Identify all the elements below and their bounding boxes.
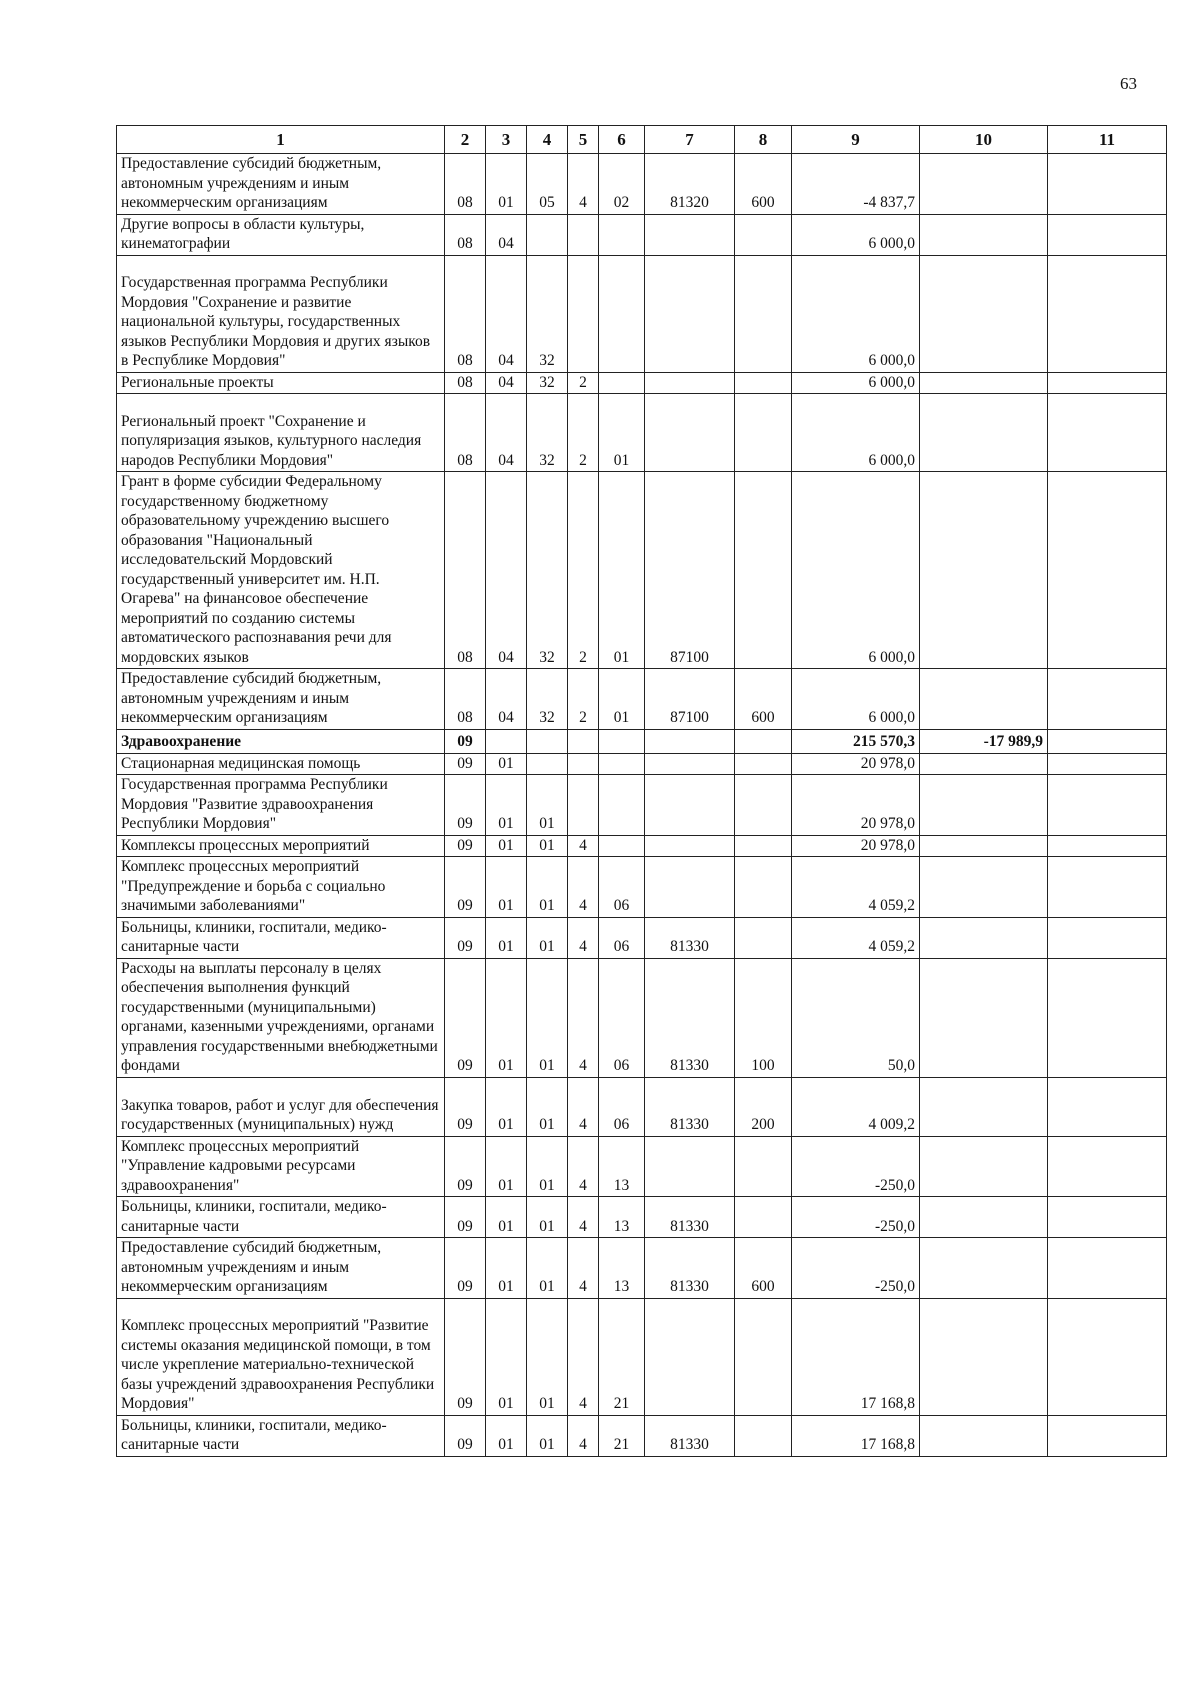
subprogram-code: 2 — [568, 472, 599, 669]
measure-code: 21 — [599, 1298, 645, 1415]
table-row — [117, 154, 1167, 215]
row-name: Грант в форме субсидии Федеральному государственному бюджетному образовательному учреждению высшего образования "Национальный исследовательский Мордовский государственный университет им. Н.П. Огарева" на финансовое обеспечение мероприятий по созданию системы автоматического распознавания речи для мордовских языков — [117, 472, 445, 669]
measure-code — [599, 729, 645, 753]
program-code — [527, 214, 568, 255]
amount-col10 — [920, 255, 1048, 372]
program-code: 01 — [527, 775, 568, 836]
direction-code — [645, 857, 735, 918]
measure-code: 13 — [599, 1136, 645, 1197]
budget-table — [116, 125, 1167, 1457]
amount-col10 — [920, 372, 1048, 394]
table-row — [117, 857, 1167, 918]
amount-col11 — [1048, 753, 1167, 775]
amount-col10 — [920, 917, 1048, 958]
expense-type-code — [735, 857, 792, 918]
section-code: 08 — [445, 472, 486, 669]
amount-col11 — [1048, 775, 1167, 836]
amount-col11 — [1048, 154, 1167, 215]
direction-code — [645, 1298, 735, 1415]
amount-col10 — [920, 857, 1048, 918]
subprogram-code: 4 — [568, 857, 599, 918]
amount-col11 — [1048, 1298, 1167, 1415]
subprogram-code — [568, 729, 599, 753]
expense-type-code — [735, 753, 792, 775]
measure-code: 02 — [599, 154, 645, 215]
direction-code: 81330 — [645, 1238, 735, 1299]
subsection-code: 04 — [486, 255, 527, 372]
amount-col10 — [920, 1415, 1048, 1456]
table-row — [117, 669, 1167, 730]
section-code: 09 — [445, 753, 486, 775]
program-code: 01 — [527, 835, 568, 857]
amount-col11 — [1048, 835, 1167, 857]
program-code: 01 — [527, 1415, 568, 1456]
amount-col10 — [920, 669, 1048, 730]
amount-col10 — [920, 1238, 1048, 1299]
header-cell: 7 — [645, 126, 735, 154]
section-code: 09 — [445, 857, 486, 918]
section-code: 09 — [445, 1077, 486, 1136]
row-name: Расходы на выплаты персоналу в целях обеспечения выполнения функций государственными (муниципальными) органами, казенными учреждениями, органами управления государственными внебюджетными фондами — [117, 958, 445, 1077]
expense-type-code: 100 — [735, 958, 792, 1077]
subprogram-code: 4 — [568, 917, 599, 958]
direction-code — [645, 372, 735, 394]
amount-col11 — [1048, 958, 1167, 1077]
direction-code — [645, 753, 735, 775]
subsection-code: 01 — [486, 1197, 527, 1238]
amount-col9: 6 000,0 — [792, 214, 920, 255]
amount-col11 — [1048, 857, 1167, 918]
expense-type-code — [735, 835, 792, 857]
row-name: Больницы, клиники, госпитали, медико-санитарные части — [117, 1197, 445, 1238]
amount-col9: 6 000,0 — [792, 669, 920, 730]
table-row — [117, 729, 1167, 753]
header-cell: 4 — [527, 126, 568, 154]
expense-type-code — [735, 255, 792, 372]
header-cell: 2 — [445, 126, 486, 154]
section-code: 08 — [445, 154, 486, 215]
section-code: 08 — [445, 372, 486, 394]
table-row — [117, 372, 1167, 394]
measure-code: 06 — [599, 917, 645, 958]
subprogram-code: 4 — [568, 154, 599, 215]
program-code — [527, 753, 568, 775]
direction-code: 81330 — [645, 1077, 735, 1136]
direction-code — [645, 214, 735, 255]
measure-code: 06 — [599, 958, 645, 1077]
row-name: Комплекс процессных мероприятий "Предупреждение и борьба с социально значимыми заболеваниями" — [117, 857, 445, 918]
expense-type-code: 600 — [735, 669, 792, 730]
measure-code: 01 — [599, 394, 645, 472]
measure-code — [599, 214, 645, 255]
subsection-code: 04 — [486, 669, 527, 730]
amount-col10 — [920, 1298, 1048, 1415]
amount-col11 — [1048, 1077, 1167, 1136]
section-code: 09 — [445, 958, 486, 1077]
measure-code: 01 — [599, 472, 645, 669]
row-name: Предоставление субсидий бюджетным, автономным учреждениям и иным некоммерческим организациям — [117, 1238, 445, 1299]
subprogram-code — [568, 255, 599, 372]
program-code: 32 — [527, 394, 568, 472]
header-row — [117, 126, 1167, 154]
direction-code — [645, 729, 735, 753]
amount-col9: -250,0 — [792, 1238, 920, 1299]
table-row — [117, 917, 1167, 958]
amount-col10 — [920, 1136, 1048, 1197]
subprogram-code: 2 — [568, 394, 599, 472]
table-row — [117, 775, 1167, 836]
amount-col9: 4 059,2 — [792, 917, 920, 958]
measure-code: 13 — [599, 1238, 645, 1299]
amount-col9: 17 168,8 — [792, 1415, 920, 1456]
subprogram-code: 4 — [568, 835, 599, 857]
row-name: Закупка товаров, работ и услуг для обеспечения государственных (муниципальных) нужд — [117, 1077, 445, 1136]
expense-type-code: 600 — [735, 154, 792, 215]
amount-col9: 6 000,0 — [792, 255, 920, 372]
expense-type-code — [735, 472, 792, 669]
measure-code: 06 — [599, 1077, 645, 1136]
row-name: Региональный проект "Сохранение и популяризация языков, культурного наследия народов Республики Мордовия" — [117, 394, 445, 472]
measure-code — [599, 775, 645, 836]
subsection-code: 01 — [486, 1298, 527, 1415]
direction-code — [645, 394, 735, 472]
row-name: Региональные проекты — [117, 372, 445, 394]
subsection-code: 04 — [486, 394, 527, 472]
subprogram-code: 4 — [568, 1136, 599, 1197]
subsection-code: 01 — [486, 753, 527, 775]
section-code: 08 — [445, 669, 486, 730]
section-code: 09 — [445, 1298, 486, 1415]
amount-col10 — [920, 775, 1048, 836]
program-code: 01 — [527, 1238, 568, 1299]
subprogram-code — [568, 753, 599, 775]
amount-col11 — [1048, 1197, 1167, 1238]
measure-code: 06 — [599, 857, 645, 918]
program-code: 01 — [527, 1077, 568, 1136]
amount-col11 — [1048, 917, 1167, 958]
page-number: 63 — [1120, 74, 1137, 93]
table-row — [117, 958, 1167, 1077]
expense-type-code — [735, 394, 792, 472]
amount-col9: 215 570,3 — [792, 729, 920, 753]
amount-col11 — [1048, 394, 1167, 472]
expense-type-code — [735, 1136, 792, 1197]
section-code: 09 — [445, 1136, 486, 1197]
subprogram-code: 4 — [568, 1238, 599, 1299]
section-code: 08 — [445, 255, 486, 372]
measure-code: 01 — [599, 669, 645, 730]
row-name: Комплекс процессных мероприятий "Управление кадровыми ресурсами здравоохранения" — [117, 1136, 445, 1197]
measure-code — [599, 372, 645, 394]
program-code: 01 — [527, 958, 568, 1077]
program-code: 05 — [527, 154, 568, 215]
amount-col9: 20 978,0 — [792, 753, 920, 775]
expense-type-code — [735, 214, 792, 255]
subsection-code: 01 — [486, 154, 527, 215]
amount-col11 — [1048, 1238, 1167, 1299]
direction-code — [645, 835, 735, 857]
row-name: Комплексы процессных мероприятий — [117, 835, 445, 857]
amount-col9: 6 000,0 — [792, 372, 920, 394]
header-cell: 11 — [1048, 126, 1167, 154]
table-row — [117, 1415, 1167, 1456]
row-name: Больницы, клиники, госпитали, медико-санитарные части — [117, 1415, 445, 1456]
subprogram-code — [568, 214, 599, 255]
expense-type-code: 200 — [735, 1077, 792, 1136]
expense-type-code — [735, 1415, 792, 1456]
expense-type-code — [735, 1298, 792, 1415]
amount-col11 — [1048, 1415, 1167, 1456]
table-row — [117, 472, 1167, 669]
amount-col9: 6 000,0 — [792, 394, 920, 472]
direction-code — [645, 255, 735, 372]
amount-col9: 50,0 — [792, 958, 920, 1077]
subsection-code: 01 — [486, 1136, 527, 1197]
section-code: 09 — [445, 775, 486, 836]
table-row — [117, 1298, 1167, 1415]
row-name: Больницы, клиники, госпитали, медико-санитарные части — [117, 917, 445, 958]
program-code — [527, 729, 568, 753]
header-cell: 10 — [920, 126, 1048, 154]
program-code: 32 — [527, 255, 568, 372]
direction-code — [645, 775, 735, 836]
amount-col10 — [920, 154, 1048, 215]
subsection-code: 01 — [486, 958, 527, 1077]
table-row — [117, 1136, 1167, 1197]
subsection-code — [486, 729, 527, 753]
measure-code: 21 — [599, 1415, 645, 1456]
amount-col9: -4 837,7 — [792, 154, 920, 215]
amount-col11 — [1048, 1136, 1167, 1197]
header-cell: 9 — [792, 126, 920, 154]
header-cell: 6 — [599, 126, 645, 154]
measure-code — [599, 753, 645, 775]
subsection-code: 01 — [486, 835, 527, 857]
subsection-code: 01 — [486, 1077, 527, 1136]
subprogram-code: 4 — [568, 1077, 599, 1136]
expense-type-code — [735, 1197, 792, 1238]
table-row — [117, 1238, 1167, 1299]
subsection-code: 04 — [486, 472, 527, 669]
amount-col10 — [920, 753, 1048, 775]
amount-col11 — [1048, 255, 1167, 372]
amount-col10 — [920, 472, 1048, 669]
table-row — [117, 255, 1167, 372]
amount-col11 — [1048, 214, 1167, 255]
amount-col9: -250,0 — [792, 1197, 920, 1238]
direction-code — [645, 1136, 735, 1197]
program-code: 01 — [527, 1197, 568, 1238]
subprogram-code: 2 — [568, 669, 599, 730]
amount-col10 — [920, 1077, 1048, 1136]
direction-code: 87100 — [645, 472, 735, 669]
row-name: Предоставление субсидий бюджетным, автономным учреждениям и иным некоммерческим организациям — [117, 154, 445, 215]
subprogram-code: 4 — [568, 1298, 599, 1415]
program-code: 32 — [527, 472, 568, 669]
table-row — [117, 1197, 1167, 1238]
subprogram-code: 4 — [568, 958, 599, 1077]
section-code: 09 — [445, 1197, 486, 1238]
row-name: Здравоохранение — [117, 729, 445, 753]
program-code: 01 — [527, 1298, 568, 1415]
program-code: 32 — [527, 372, 568, 394]
table-row — [117, 214, 1167, 255]
section-code: 09 — [445, 1238, 486, 1299]
subsection-code: 01 — [486, 775, 527, 836]
row-name: Предоставление субсидий бюджетным, автономным учреждениям и иным некоммерческим организациям — [117, 669, 445, 730]
amount-col10 — [920, 394, 1048, 472]
subsection-code: 04 — [486, 214, 527, 255]
amount-col9: 6 000,0 — [792, 472, 920, 669]
table-body — [117, 154, 1167, 1457]
header-cell: 5 — [568, 126, 599, 154]
subsection-code: 04 — [486, 372, 527, 394]
section-code: 09 — [445, 835, 486, 857]
direction-code: 81320 — [645, 154, 735, 215]
table-row — [117, 1077, 1167, 1136]
direction-code: 81330 — [645, 1197, 735, 1238]
amount-col11 — [1048, 372, 1167, 394]
header-cell: 3 — [486, 126, 527, 154]
amount-col9: 4 059,2 — [792, 857, 920, 918]
table-row — [117, 835, 1167, 857]
section-code: 08 — [445, 214, 486, 255]
subsection-code: 01 — [486, 1415, 527, 1456]
subprogram-code — [568, 775, 599, 836]
expense-type-code — [735, 372, 792, 394]
row-name: Комплекс процессных мероприятий "Развитие системы оказания медицинской помощи, в том числе укрепление материально-технической базы учреждений здравоохранения Республики Мордовия" — [117, 1298, 445, 1415]
subprogram-code: 4 — [568, 1197, 599, 1238]
amount-col9: 20 978,0 — [792, 835, 920, 857]
header-cell: 8 — [735, 126, 792, 154]
subsection-code: 01 — [486, 917, 527, 958]
direction-code: 81330 — [645, 958, 735, 1077]
amount-col11 — [1048, 669, 1167, 730]
subprogram-code: 2 — [568, 372, 599, 394]
section-code: 09 — [445, 1415, 486, 1456]
amount-col9: 4 009,2 — [792, 1077, 920, 1136]
section-code: 09 — [445, 917, 486, 958]
row-name: Другие вопросы в области культуры, кинематографии — [117, 214, 445, 255]
measure-code: 13 — [599, 1197, 645, 1238]
program-code: 01 — [527, 1136, 568, 1197]
row-name: Государственная программа Республики Мордовия "Развитие здравоохранения Республики Мордовия" — [117, 775, 445, 836]
measure-code — [599, 255, 645, 372]
amount-col10 — [920, 214, 1048, 255]
amount-col10: -17 989,9 — [920, 729, 1048, 753]
program-code: 32 — [527, 669, 568, 730]
amount-col9: 20 978,0 — [792, 775, 920, 836]
amount-col10 — [920, 835, 1048, 857]
subsection-code: 01 — [486, 1238, 527, 1299]
amount-col11 — [1048, 729, 1167, 753]
program-code: 01 — [527, 917, 568, 958]
header-cell: 1 — [117, 126, 445, 154]
amount-col10 — [920, 958, 1048, 1077]
amount-col9: 17 168,8 — [792, 1298, 920, 1415]
direction-code: 81330 — [645, 917, 735, 958]
amount-col9: -250,0 — [792, 1136, 920, 1197]
measure-code — [599, 835, 645, 857]
expense-type-code — [735, 775, 792, 836]
section-code: 08 — [445, 394, 486, 472]
table-row — [117, 394, 1167, 472]
section-code: 09 — [445, 729, 486, 753]
direction-code: 81330 — [645, 1415, 735, 1456]
direction-code: 87100 — [645, 669, 735, 730]
expense-type-code — [735, 917, 792, 958]
subprogram-code: 4 — [568, 1415, 599, 1456]
program-code: 01 — [527, 857, 568, 918]
expense-type-code — [735, 729, 792, 753]
expense-type-code: 600 — [735, 1238, 792, 1299]
row-name: Государственная программа Республики Мордовия "Сохранение и развитие национальной культуры, государственных языков Республики Мордовия и других языков в Республике Мордовия" — [117, 255, 445, 372]
table-row — [117, 753, 1167, 775]
amount-col10 — [920, 1197, 1048, 1238]
subsection-code: 01 — [486, 857, 527, 918]
amount-col11 — [1048, 472, 1167, 669]
row-name: Стационарная медицинская помощь — [117, 753, 445, 775]
